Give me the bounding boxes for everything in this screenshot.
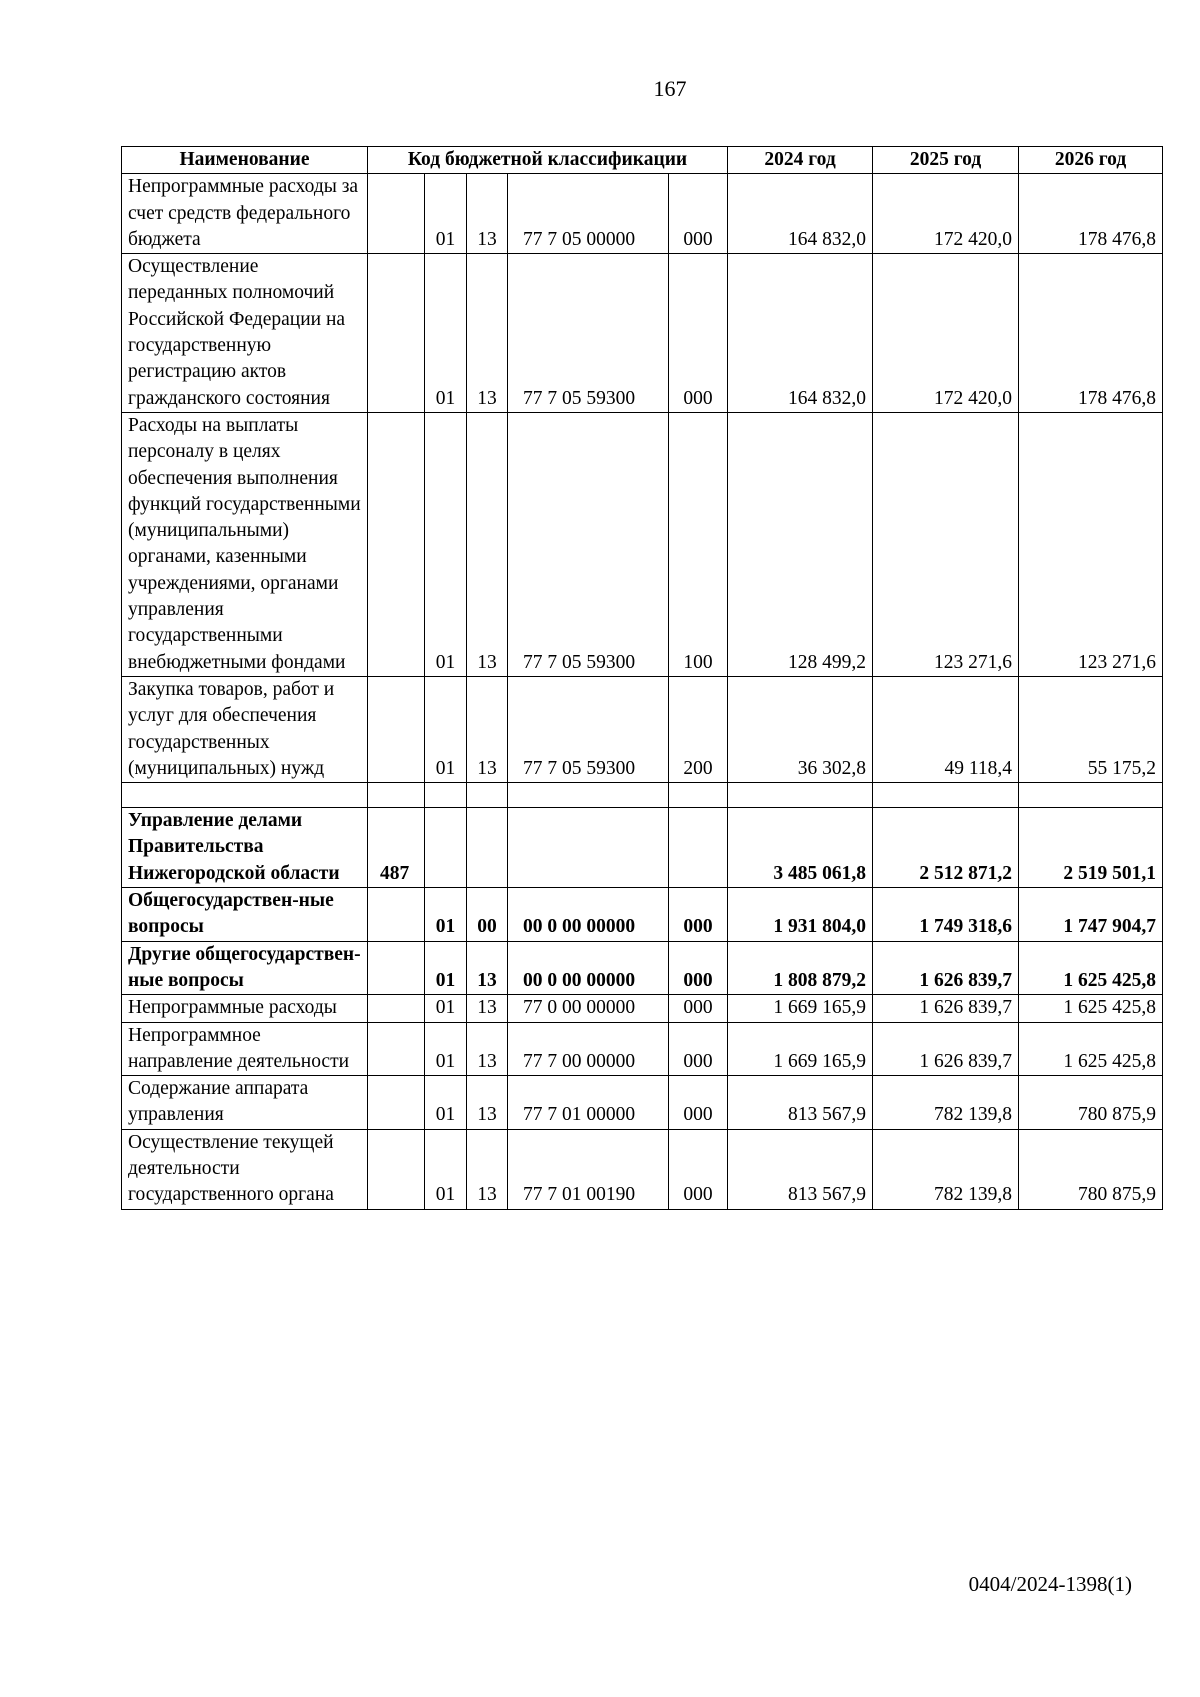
code-subsection: 13 (467, 254, 508, 413)
header-name: Наименование (122, 147, 368, 174)
code-subsection (467, 808, 508, 888)
row-name: Другие общегосударствен-ные вопросы (122, 941, 368, 995)
table-row (122, 1076, 1163, 1130)
row-name (122, 783, 368, 808)
code-section (425, 783, 467, 808)
value-2025: 1 749 318,6 (873, 888, 1019, 942)
page-number: 167 (653, 76, 687, 101)
code-section (425, 808, 467, 888)
value-2025: 1 626 839,7 (873, 995, 1019, 1022)
value-2026: 1 625 425,8 (1019, 941, 1163, 995)
code-section: 01 (425, 1022, 467, 1076)
code-target-article: 77 7 05 00000 (508, 174, 669, 254)
code-section: 01 (425, 995, 467, 1022)
table-body (122, 174, 1163, 1209)
code-section: 01 (425, 888, 467, 942)
value-2026: 1 747 904,7 (1019, 888, 1163, 942)
value-2025 (873, 783, 1019, 808)
value-2025: 1 626 839,7 (873, 941, 1019, 995)
spacer-row (122, 783, 1163, 808)
value-2024: 813 567,9 (728, 1129, 873, 1209)
value-2025: 2 512 871,2 (873, 808, 1019, 888)
value-2024: 1 669 165,9 (728, 1022, 873, 1076)
code-ved (368, 254, 425, 413)
value-2025: 123 271,6 (873, 412, 1019, 676)
value-2024 (728, 783, 873, 808)
code-section: 01 (425, 1129, 467, 1209)
value-2024: 3 485 061,8 (728, 808, 873, 888)
code-ved: 487 (368, 808, 425, 888)
value-2026: 178 476,8 (1019, 254, 1163, 413)
value-2025: 172 420,0 (873, 254, 1019, 413)
code-target-article: 77 7 05 59300 (508, 254, 669, 413)
value-2024: 36 302,8 (728, 676, 873, 782)
code-ved (368, 1076, 425, 1130)
value-2026: 123 271,6 (1019, 412, 1163, 676)
row-name: Осуществление переданных полномочий Российской Федерации на государственную регистрацию актов гражданского состояния (122, 254, 368, 413)
code-expense-type (669, 808, 728, 888)
code-section: 01 (425, 676, 467, 782)
value-2026: 1 625 425,8 (1019, 995, 1163, 1022)
table-row (122, 1129, 1163, 1209)
code-subsection: 13 (467, 941, 508, 995)
value-2026: 780 875,9 (1019, 1129, 1163, 1209)
code-subsection: 13 (467, 676, 508, 782)
row-name: Осуществление текущей деятельности государственного органа (122, 1129, 368, 1209)
table-row (122, 888, 1163, 942)
code-target-article: 77 7 05 59300 (508, 676, 669, 782)
code-ved (368, 676, 425, 782)
header-2025: 2025 год (873, 147, 1019, 174)
code-section: 01 (425, 254, 467, 413)
code-expense-type: 000 (669, 254, 728, 413)
code-expense-type: 000 (669, 1076, 728, 1130)
code-expense-type: 000 (669, 1129, 728, 1209)
code-section: 01 (425, 174, 467, 254)
budget-table (121, 146, 1163, 1210)
code-target-article: 77 7 01 00000 (508, 1076, 669, 1130)
code-target-article: 00 0 00 00000 (508, 888, 669, 942)
code-ved (368, 412, 425, 676)
table-row (122, 808, 1163, 888)
code-ved (368, 1129, 425, 1209)
code-expense-type (669, 783, 728, 808)
row-name: Непрограммные расходы за счет средств федерального бюджета (122, 174, 368, 254)
code-section: 01 (425, 412, 467, 676)
code-ved (368, 888, 425, 942)
value-2026: 2 519 501,1 (1019, 808, 1163, 888)
row-name: Расходы на выплаты персоналу в целях обеспечения выполнения функций государственными (муниципальными) органами, казенными учреждениями, органами управления государственными внебюджетными фондами (122, 412, 368, 676)
row-name: Общегосударствен-ные вопросы (122, 888, 368, 942)
code-target-article: 00 0 00 00000 (508, 941, 669, 995)
code-expense-type: 000 (669, 1022, 728, 1076)
value-2024: 813 567,9 (728, 1076, 873, 1130)
table-row (122, 254, 1163, 413)
value-2026: 780 875,9 (1019, 1076, 1163, 1130)
code-target-article (508, 783, 669, 808)
code-expense-type: 000 (669, 995, 728, 1022)
code-subsection: 13 (467, 1022, 508, 1076)
value-2024: 128 499,2 (728, 412, 873, 676)
header-2026: 2026 год (1019, 147, 1163, 174)
value-2024: 164 832,0 (728, 174, 873, 254)
code-ved (368, 783, 425, 808)
code-target-article: 77 0 00 00000 (508, 995, 669, 1022)
header-code: Код бюджетной классификации (368, 147, 728, 174)
row-name: Содержание аппарата управления (122, 1076, 368, 1130)
code-target-article: 77 7 00 00000 (508, 1022, 669, 1076)
row-name: Закупка товаров, работ и услуг для обеспечения государственных (муниципальных) нужд (122, 676, 368, 782)
code-subsection (467, 783, 508, 808)
value-2024: 1 808 879,2 (728, 941, 873, 995)
code-target-article: 77 7 05 59300 (508, 412, 669, 676)
code-section: 01 (425, 941, 467, 995)
code-expense-type: 200 (669, 676, 728, 782)
code-ved (368, 941, 425, 995)
table-row (122, 412, 1163, 676)
value-2025: 782 139,8 (873, 1129, 1019, 1209)
code-expense-type: 000 (669, 174, 728, 254)
code-subsection: 13 (467, 174, 508, 254)
row-name: Непрограммные расходы (122, 995, 368, 1022)
table-row (122, 941, 1163, 995)
document-id: 0404/2024-1398(1) (968, 1572, 1132, 1596)
row-name: Непрограммное направление деятельности (122, 1022, 368, 1076)
value-2024: 164 832,0 (728, 254, 873, 413)
value-2026: 178 476,8 (1019, 174, 1163, 254)
table-row (122, 995, 1163, 1022)
value-2024: 1 931 804,0 (728, 888, 873, 942)
code-ved (368, 1022, 425, 1076)
table-row (122, 1022, 1163, 1076)
value-2026: 55 175,2 (1019, 676, 1163, 782)
value-2026: 1 625 425,8 (1019, 1022, 1163, 1076)
row-name: Управление делами Правительства Нижегородской области (122, 808, 368, 888)
table-row (122, 676, 1163, 782)
code-subsection: 13 (467, 995, 508, 1022)
code-subsection: 13 (467, 1076, 508, 1130)
code-target-article: 77 7 01 00190 (508, 1129, 669, 1209)
code-expense-type: 100 (669, 412, 728, 676)
code-subsection: 00 (467, 888, 508, 942)
code-ved (368, 174, 425, 254)
value-2024: 1 669 165,9 (728, 995, 873, 1022)
header-2024: 2024 год (728, 147, 873, 174)
value-2025: 1 626 839,7 (873, 1022, 1019, 1076)
table-header-row (122, 147, 1163, 174)
code-ved (368, 995, 425, 1022)
value-2025: 172 420,0 (873, 174, 1019, 254)
code-expense-type: 000 (669, 888, 728, 942)
value-2025: 782 139,8 (873, 1076, 1019, 1130)
code-subsection: 13 (467, 412, 508, 676)
code-expense-type: 000 (669, 941, 728, 995)
code-section: 01 (425, 1076, 467, 1130)
code-subsection: 13 (467, 1129, 508, 1209)
value-2025: 49 118,4 (873, 676, 1019, 782)
value-2026 (1019, 783, 1163, 808)
code-target-article (508, 808, 669, 888)
table-row (122, 174, 1163, 254)
